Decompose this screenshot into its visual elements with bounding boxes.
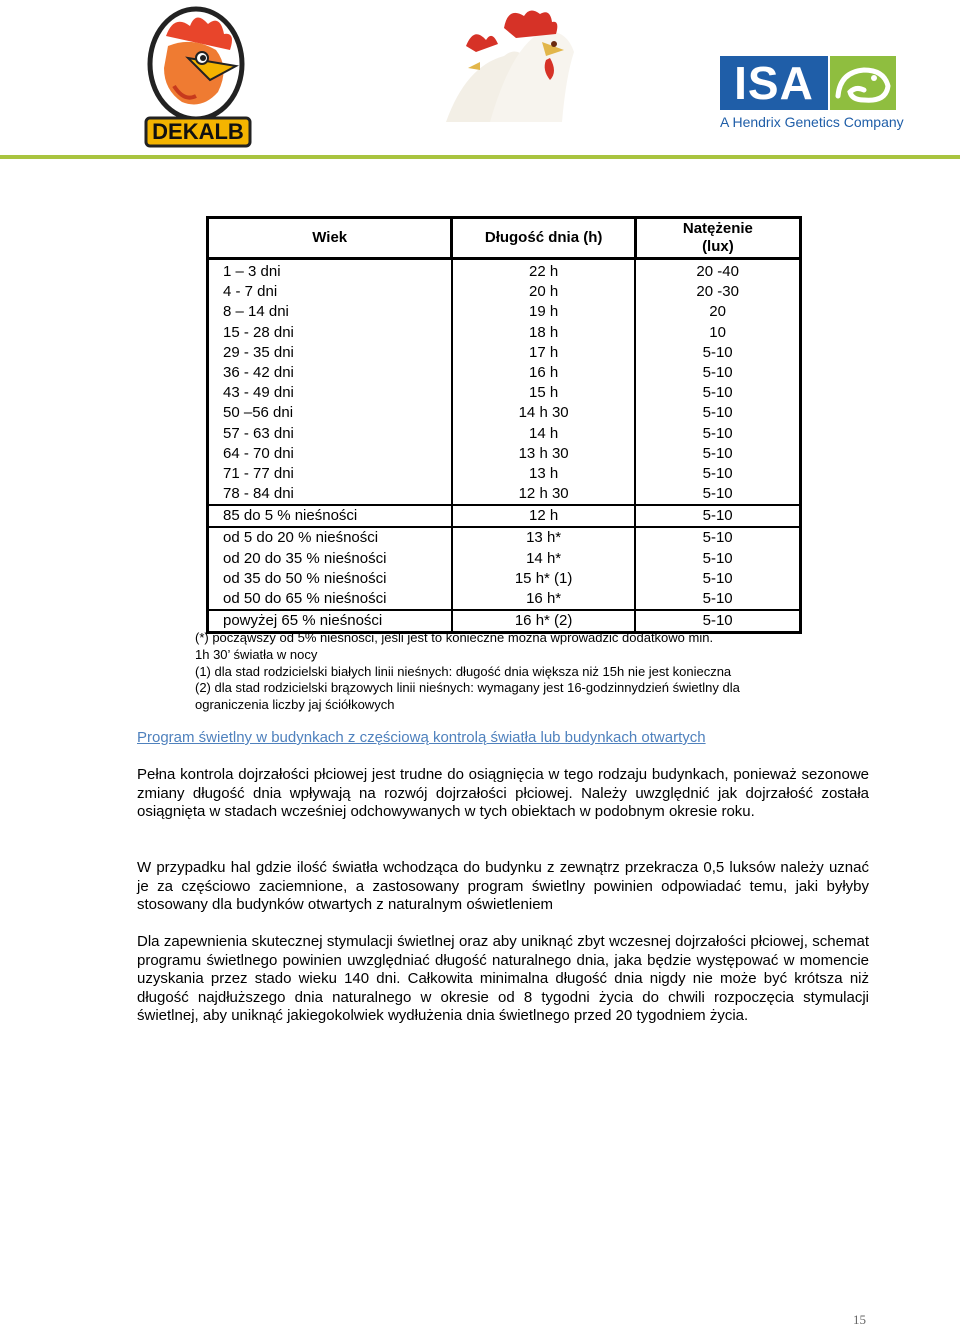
cell-value: 17 h [529,343,559,361]
table-cell-length [452,259,635,506]
table-row-group [208,527,801,610]
cell-value: 14 h 30 [518,404,569,422]
table-cell-age [208,505,452,527]
cell-value: 14 h* [526,549,562,567]
table-row-group [208,505,801,527]
cell-value: 5-10 [702,404,733,422]
table-cell-age [208,259,452,506]
table-row-group [208,259,801,506]
cell-value: 5-10 [702,590,733,607]
table-header-row [208,218,801,259]
cell-value: 14 h [529,424,559,442]
cell-value: od 5 do 20 % nieśności [223,529,379,547]
column-header-day-length: Długość dnia (h) [452,218,635,259]
table-footnotes [195,630,835,714]
cell-value: 15 - 28 dni [223,323,294,341]
cell-value: 20 -30 [696,283,739,301]
cell-value: 5-10 [702,464,733,482]
cell-value: 19 h [529,303,559,321]
intensity-header-line1: Natężenie [682,220,753,237]
lighting-program-table [206,216,802,634]
cell-value: 5-10 [702,384,733,402]
intensity-header-line2: (lux) [702,238,734,255]
cell-value: od 35 do 50 % nieśności [223,569,387,587]
section-title-link[interactable]: Program świetlny w budynkach z częściową kontrolą światła lub budynkach otwartych [137,729,706,746]
cell-value: 5-10 [702,485,733,503]
cell-value: 5-10 [702,529,733,547]
dekalb-logo-text: DEKALB [152,119,244,144]
paragraph: Dla zapewnienia skutecznej stymulacji świetlnej oraz aby uniknąć zbyt wczesnej dojrzałości płciowej, schemat programu świetlnego powinien uwzględniać długość naturalnego dnia, jaka będzie występować w momencie uzyskania przez stado wieku 140 dni. Całkowita minimalna długość dnia nigdy nie może być krótsza niż długość najdłuższego dnia naturalnego w okresie od 8 tygodni życia do chwili rozpoczęcia stymulacji świetlnej, aby uniknąć jakiegokolwiek wydłużenia dnia świetlnego przed 20 tygodniem życia. [137,933,869,1025]
isa-wordmark: ISA [720,56,828,110]
table-cell-lux [635,505,800,527]
cell-value: 12 h 30 [518,485,569,503]
isa-logo [720,56,902,136]
cell-value: 85 do 5 % nieśności [223,507,358,525]
cell-value: 15 h [529,384,559,402]
cell-value: 5-10 [702,549,733,567]
cell-value: 18 h [529,323,559,341]
cell-value: 57 - 63 dni [223,424,294,442]
cell-value: 5-10 [702,363,733,381]
table-cell-length [452,505,635,527]
table-cell-lux [635,259,800,506]
cell-value: 20 [709,303,726,321]
cell-value: 64 - 70 dni [223,444,294,462]
cell-value: 5-10 [702,569,733,587]
cell-value: od 20 do 35 % nieśności [223,549,387,567]
cell-value: 50 –56 dni [223,404,294,422]
cell-value: 16 h* (2) [514,612,573,630]
page-number: 15 [853,1312,866,1327]
cell-value: od 50 do 65 % nieśności [223,590,387,607]
cell-value: 12 h [529,507,559,525]
cell-value: 13 h [529,464,559,482]
dekalb-logo [144,6,252,148]
footnote-line: (*) począwszy od 5% nieśności, jeśli jest to konieczne można wprowadzić dodatkowo min. [195,630,714,645]
cell-value: 10 [709,323,726,341]
cell-value: 4 - 7 dni [223,283,278,301]
cell-value: 5-10 [702,507,733,525]
footnote-line: ograniczenia liczby jaj ściółkowych [195,697,395,713]
cell-value: 8 – 14 dni [223,303,289,321]
table-body [208,259,801,633]
cell-value: 5-10 [702,343,733,361]
cell-value: 13 h* [526,529,562,547]
cell-value: 20 -40 [696,263,739,280]
table-cell-length [452,527,635,610]
cell-value: 36 - 42 dni [223,363,294,381]
cell-value: 5-10 [702,424,733,442]
isa-badge-icon [830,56,896,110]
table-cell-age [208,527,452,610]
cell-value: 20 h [529,283,559,301]
footnote-line: (1) dla stad rodzicielski białych linii nieśnych: długość dnia większa niż 15h nie jest konieczna [195,663,732,679]
cell-value: 15 h* (1) [514,569,573,587]
cell-value: 29 - 35 dni [223,343,294,361]
footnote-line: (2) dla stad rodzicielski brązowych linii nieśnych: wymagany jest 16-godzinnydzień świetlny dla [195,680,740,696]
cell-value: 43 - 49 dni [223,384,294,402]
cell-value: 78 - 84 dni [223,485,294,503]
hens-photo [446,6,586,122]
header-divider [0,155,960,159]
cell-value: 16 h [529,363,559,381]
cell-value: 71 - 77 dni [223,464,294,482]
paragraph: Pełna kontrola dojrzałości płciowej jest trudne do osiągnięcia w tego rodzaju budynkach, ponieważ sezonowe zmiany długość dnia wpływają na rozwój dojrzałości płciowej. Należy uwzględnić jak dojrzałość została osiągnięta w stadach wcześniej odchowywanych w tych obiektach w podobnym okresie roku. [137,766,869,821]
isa-tagline: A Hendrix Genetics Company [720,114,904,130]
cell-value: 16 h* [526,590,562,607]
cell-value: 5-10 [702,612,733,630]
footnote-line: 1h 30’ światła w nocy [195,646,318,662]
cell-value: 13 h 30 [518,444,569,462]
cell-value: 22 h [529,263,559,280]
table-cell-lux [635,527,800,610]
cell-value: powyżej 65 % nieśności [223,612,383,630]
column-header-intensity [635,218,800,259]
cell-value: 1 – 3 dni [223,263,281,280]
page-header [0,0,960,162]
cell-value: 5-10 [702,444,733,462]
paragraph: W przypadku hal gdzie ilość światła wchodząca do budynku z zewnątrz przekracza 0,5 luksów należy uznać je za częściowo zaciemnione, a zastosowany program świetlny powinien odpowiadać temu, jaki byłyby stosowany dla budynków otwartych z naturalnym oświetleniem [137,859,869,914]
column-header-age: Wiek [208,218,452,259]
